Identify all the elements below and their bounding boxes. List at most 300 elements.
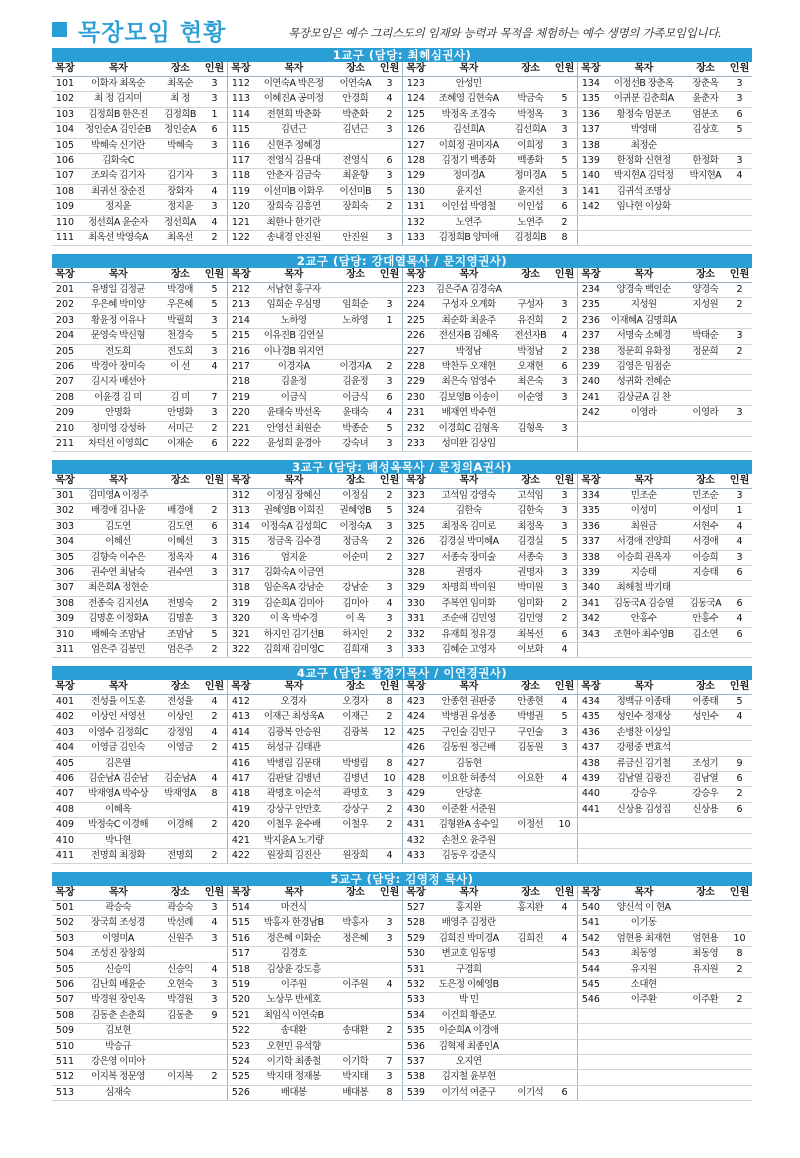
group-number: 412 [231,696,250,707]
leader-names: 박경아 장미숙 [91,360,145,372]
member-count [727,1009,752,1023]
column-header-name: 목자 [634,269,653,280]
leader-names: 김희진 박미경A [438,932,499,944]
member-count: 3 [211,566,218,578]
meeting-place [333,139,377,153]
leader-names [604,1070,684,1084]
column-header-name: 목자 [284,269,303,280]
group-number: 134 [581,78,600,89]
group-number: 311 [55,643,75,655]
meeting-place: 김정희B [164,108,196,120]
table-row [52,200,752,215]
leader-names: 안당훈 [455,788,482,800]
column-header-row [52,62,752,77]
table-row [52,803,752,818]
group-number: 239 [581,360,600,372]
leader-names: 배혜숙 조맘남 [91,628,145,640]
member-count: 7 [211,391,218,403]
leader-names: 노하영 [280,314,307,326]
table-row [52,726,752,741]
leader-names: 김귀석 조명상 [616,185,671,197]
group-number: 433 [406,849,425,861]
member-count: 2 [736,345,743,357]
member-count: 3 [386,437,393,449]
district-title: 5교구 (담당: 김영정 목사) [52,872,752,886]
member-count: 3 [561,520,568,532]
meeting-place [683,916,727,930]
column-header-row [52,474,752,489]
leader-names: 정인순A 김인순B [85,124,151,136]
group-number: 546 [581,994,600,1006]
group-number: 329 [406,582,425,594]
group-number: 224 [406,299,425,311]
meeting-place: 안경희 [342,93,369,105]
group-number: 545 [581,978,600,990]
meeting-place [508,849,552,863]
member-count: 8 [561,231,568,243]
table-row [52,581,752,596]
group-number: 236 [581,314,600,326]
meeting-place: 김동국A [689,597,722,609]
leader-names: 정금옥 김수경 [266,536,321,548]
meeting-place: 윤지선 [517,185,544,197]
member-count [377,1040,402,1054]
group-number: 415 [231,742,250,754]
meeting-place: 박지태 [342,1071,369,1083]
member-count: 3 [211,93,218,105]
leader-names: 이승희 권옥자 [616,551,671,563]
group-number: 402 [55,711,75,723]
group-number: 238 [581,345,600,357]
member-count: 2 [386,536,393,548]
meeting-place: 서종숙 [517,551,544,563]
meeting-place: 김민영 [517,613,544,625]
meeting-place: 이정선 [517,819,544,831]
meeting-place: 엄분조 [692,108,719,120]
meeting-place: 백종화 [517,154,544,166]
meeting-place [333,283,377,297]
meeting-place: 강정임 [167,726,193,738]
meeting-place: 박필희 [167,314,193,326]
group-number: 228 [406,360,425,372]
member-count: 4 [211,360,218,372]
group-number: 327 [406,551,425,563]
meeting-place: 김경실 [517,536,544,548]
group-number: 504 [55,948,75,960]
member-count: 2 [211,505,218,517]
column-header-no: 목장 [406,475,426,486]
meeting-place: 하지인 [342,628,369,640]
meeting-place [683,375,727,389]
member-count [552,437,577,451]
meeting-place: 이상인 [167,711,193,723]
meeting-place: 박정남 [517,345,544,357]
member-count [727,437,752,451]
group-number: 416 [231,757,250,769]
table-row [52,298,752,313]
leader-names: 오현민 유석향 [266,1040,321,1052]
column-header-count: 인원 [729,887,750,898]
group-number: 112 [231,78,250,89]
member-count [552,757,577,771]
meeting-place [158,803,202,817]
group-number: 503 [55,932,75,944]
group-number: 514 [231,902,250,913]
member-count: 2 [561,345,568,357]
leader-names: 송내경 안진원 [266,231,321,243]
group-number: 223 [406,284,425,295]
leader-names: 박재영A 박수상 [88,788,148,800]
table-row [52,1009,752,1024]
group-number: 323 [406,490,425,501]
table-row [52,834,752,849]
leader-names: 서경애 전양희 [616,536,671,548]
meeting-place: 김년근 [342,124,369,136]
leader-names: 이경자A [277,360,310,372]
leader-names: 구경희 [455,963,482,975]
member-count: 4 [561,932,568,944]
member-count [727,726,752,740]
meeting-place: 신상용 [692,803,719,815]
column-header-name: 목자 [284,63,303,74]
leader-names [604,643,684,657]
meeting-place: 오재현 [517,360,544,372]
meeting-place [333,1009,377,1023]
column-header-no: 목장 [581,63,601,74]
table-row [52,597,752,612]
meeting-place: 구성자 [517,299,544,311]
leader-names: 이성미 [630,505,657,517]
column-header-name: 목자 [108,269,128,280]
member-count: 3 [561,422,568,434]
leader-names: 하지인 김기선B [263,628,324,640]
group-number: 420 [231,819,250,831]
member-count [377,963,402,977]
leader-names: 김남열 김광진 [616,772,671,784]
leader-names: 류금신 김기철 [616,757,671,769]
meeting-place: 최옥선 [167,231,193,243]
member-count [727,849,752,863]
member-count: 3 [736,78,743,89]
group-number: 502 [55,917,75,929]
leader-names: 김윤정 [280,376,307,388]
member-count: 9 [211,1009,218,1021]
column-header-row [52,680,752,695]
member-count: 3 [736,154,743,166]
group-number: 525 [231,1071,250,1083]
group-number: 118 [231,170,250,182]
member-count: 12 [383,726,396,738]
leader-names: 전현희 박춘화 [266,108,321,120]
table-row [52,643,752,658]
table-row [52,1055,752,1070]
member-count: 3 [736,407,743,419]
member-count: 4 [211,772,218,784]
group-number: 312 [231,490,250,501]
table-row [52,710,752,725]
member-count [727,139,752,153]
leader-names: 김상윤 강도흥 [266,963,321,975]
member-count: 5 [561,170,568,182]
table-row [52,787,752,802]
group-number: 104 [55,124,75,136]
group-number: 414 [231,726,250,738]
group-number [578,818,604,832]
leader-names: 도은정 이혜영B [438,978,499,990]
meeting-place [333,741,377,755]
meeting-place: 조맘남 [167,628,193,640]
meeting-place: 유진희 [517,314,544,326]
meeting-place: 엄은주 [167,643,193,655]
group-number: 121 [231,216,250,228]
group-number: 320 [231,613,250,625]
group-number: 426 [406,742,425,754]
leader-names: 이요한 허종석 [441,772,496,784]
leader-names: 안영선 최원순 [266,422,321,434]
leader-names: 소대현 [630,978,657,990]
meeting-place: 김남열 [692,772,719,784]
leader-names: 이재근 최성욱A [263,711,324,723]
meeting-place [508,978,552,992]
column-header-name: 목자 [634,887,653,898]
leader-names: 임순옥A 강남순 [263,582,324,594]
meeting-place [683,849,727,863]
leader-names: 김혁제 최종인A [438,1040,499,1052]
leader-names: 서명숙 소혜경 [616,330,671,342]
column-header-row [52,268,752,283]
leader-names: 김동현 [455,757,482,769]
leader-names: 최한나 한기란 [266,216,321,228]
member-count [552,283,577,297]
leader-names: 김정기 백종화 [441,154,496,166]
group-number: 314 [231,520,250,532]
meeting-place: 홍지완 [517,902,544,913]
member-count: 2 [736,994,743,1006]
member-count: 2 [386,711,393,723]
member-count [727,1055,752,1069]
column-header-name: 목자 [634,681,653,692]
leader-names: 안춘자 김금숙 [266,170,321,182]
member-count [202,757,227,771]
member-count: 1 [211,108,218,120]
leader-names: 강평중 변효석 [616,742,671,754]
leader-names: 박정남 [455,345,482,357]
leader-names: 김향숙 이수은 [91,551,145,563]
meeting-place: 전명희 [167,849,193,861]
meeting-place: 성인수 [692,711,719,723]
meeting-place [333,947,377,961]
column-header-place: 장소 [346,475,365,486]
member-count: 3 [561,391,568,403]
table-row [52,1024,752,1039]
group-number: 540 [581,902,600,913]
member-count: 4 [736,613,743,625]
column-header-count: 인원 [729,475,750,486]
leader-names: 황정숙 엄분조 [616,108,671,120]
group-number: 204 [55,330,75,342]
group-number [578,1070,604,1084]
leader-names: 임나현 이상화 [616,201,671,213]
leader-names: 최해철 박기태 [616,582,671,594]
group-number: 417 [231,772,250,784]
leader-names: 마건식 [280,902,307,913]
meeting-place [508,1070,552,1084]
table-row [52,283,752,298]
member-count: 2 [211,742,218,754]
group-number: 301 [55,490,75,501]
meeting-place: 전영식 [342,154,369,166]
leader-names: 박지윤A 노기량 [263,834,324,846]
member-count: 5 [211,330,218,342]
leader-names: 최순화 최윤주 [441,314,496,326]
meeting-place: 김 미 [170,391,190,403]
group-number: 407 [55,788,75,800]
leader-names: 김은주A 김경숙A [435,284,502,295]
member-count: 3 [211,932,218,944]
group-number: 521 [231,1009,250,1021]
meeting-place: 유지원 [692,963,719,975]
leader-names: 지승태 [630,566,657,578]
leader-names: 배경애 김나윤 [91,505,145,517]
group-number: 302 [55,505,75,517]
meeting-place [508,757,552,771]
column-header-count: 인원 [379,887,400,898]
leader-names: 이 옥 박수경 [269,613,318,625]
member-count: 4 [386,407,393,419]
member-count: 6 [736,566,743,578]
meeting-place: 안명화 [167,407,193,419]
table-row [52,947,752,962]
leader-names: 김광복 안승원 [266,726,321,738]
group-number: 313 [231,505,250,517]
group-number: 505 [55,963,75,975]
column-header-name: 목자 [459,681,478,692]
member-count [377,345,402,359]
leader-names: 최은희A 정현순 [88,582,148,594]
group-number: 125 [406,108,425,120]
column-header-no: 목장 [231,681,251,692]
column-header-place: 장소 [696,63,715,74]
leader-names: 원장희 김진산 [266,849,321,861]
table-row [52,154,752,169]
group-number: 127 [406,139,425,151]
meeting-place: 김소연 [692,628,719,640]
member-count: 3 [211,978,218,990]
meeting-place: 이희정 [517,139,544,151]
member-count: 3 [386,1071,393,1083]
group-number: 409 [55,819,75,831]
table-row [52,551,752,566]
member-count: 6 [561,628,568,640]
member-count: 4 [211,185,218,197]
member-count: 3 [561,742,568,754]
meeting-place: 최옥순 [167,78,193,89]
leader-names: 유병일 김정균 [91,284,145,295]
group-number: 439 [581,772,600,784]
leader-names: 박혜숙 신기란 [91,139,145,151]
member-count: 3 [386,613,393,625]
meeting-place: 이혜선 [167,536,193,548]
group-number: 324 [406,505,425,517]
leader-names: 홍지완 [455,902,482,913]
meeting-place: 임미화 [517,597,544,609]
member-count [552,978,577,992]
column-header-name: 목자 [108,887,128,898]
meeting-place [508,1040,552,1054]
table-row [52,123,752,138]
meeting-place [683,216,727,230]
leader-names: 이혜진A 공미정 [263,93,324,105]
leader-names: 이나경B 위지연 [263,345,324,357]
column-header-no: 목장 [581,681,601,692]
district-title: 3교구 (담당: 배성옥목사 / 문정의A권사) [52,460,752,474]
group-number [578,1086,604,1100]
member-count: 9 [736,757,743,769]
meeting-place: 서현수 [692,520,719,532]
member-count [727,978,752,992]
column-header-place: 장소 [521,681,540,692]
column-header-name: 목자 [634,475,653,486]
meeting-place: 전선자B [514,330,547,342]
meeting-place: 윤태숙 [342,407,369,419]
leader-names: 한정화 신현정 [616,154,671,166]
meeting-place: 박병권 [517,711,544,723]
group-number: 335 [581,505,600,517]
meeting-place: 권수연 [167,566,193,578]
group-number: 339 [581,566,600,578]
meeting-place: 김희재 [342,643,369,655]
leader-names [604,818,684,832]
leader-names: 권명자 [455,566,482,578]
group-number: 308 [55,597,75,609]
table-row [52,108,752,123]
group-number: 216 [231,345,250,357]
page-title: 목장모임 현황 [78,20,227,46]
group-number: 318 [231,582,250,594]
member-count [552,787,577,801]
leader-names: 김화숙C [102,154,134,166]
leader-names: 이기석 여준구 [441,1086,496,1098]
leader-names: 최임식 이연숙B [263,1009,324,1021]
table-row [52,818,752,833]
group-number: 111 [55,231,75,243]
group-number: 201 [55,284,75,295]
district-section [52,48,752,254]
group-number: 103 [55,108,75,120]
group-number: 225 [406,314,425,326]
member-count [727,916,752,930]
group-number: 405 [55,757,75,769]
group-number [578,1024,604,1038]
table-row [52,695,752,710]
meeting-place: 조성기 [692,757,719,769]
column-header-count: 인원 [554,887,575,898]
meeting-place [508,1055,552,1069]
member-count: 5 [386,185,393,197]
member-count: 2 [386,1025,393,1037]
column-header-count: 인원 [729,63,750,74]
leader-names: 안홍수 [630,613,657,625]
member-count [727,643,752,657]
leader-names: 이희정 권미자A [438,139,499,151]
group-number: 133 [406,231,425,243]
group-number [578,1055,604,1069]
column-header-count: 인원 [204,475,225,486]
member-count: 6 [386,154,393,166]
table-row [52,849,752,864]
member-count [552,406,577,420]
meeting-place [683,231,727,245]
